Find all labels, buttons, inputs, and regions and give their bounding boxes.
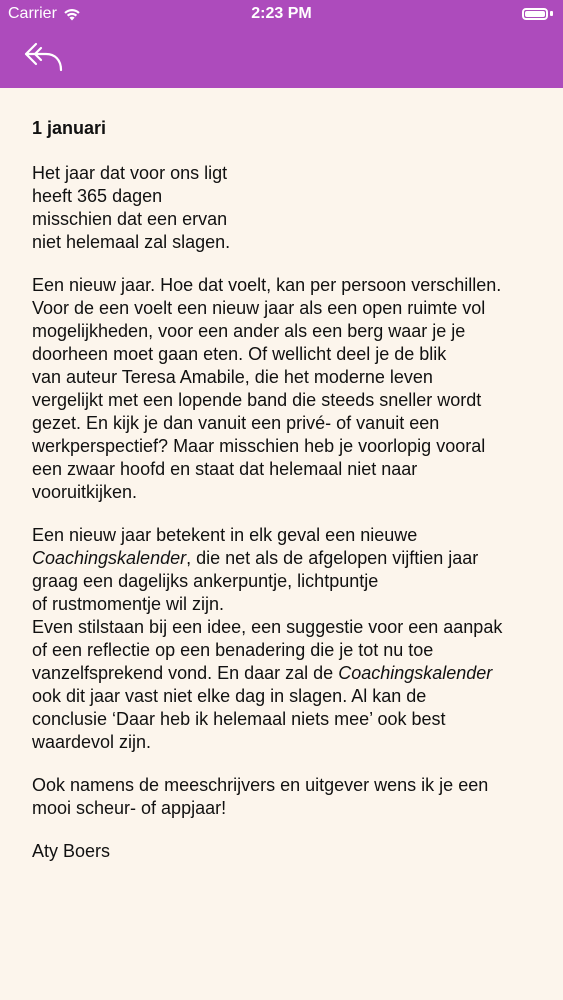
paragraph-line: vergelijkt met een lopende band die steeds sneller wordt — [32, 390, 482, 410]
poem-line: niet helemaal zal slagen. — [32, 232, 231, 252]
poem — [32, 162, 537, 254]
poem-line: Het jaar dat voor ons ligt — [32, 163, 228, 183]
paragraph-line: Even stilstaan bij een idee, een suggestie voor een aanpak — [32, 617, 503, 637]
paragraph-line: Voor de een voelt een nieuw jaar als een open ruimte vol — [32, 298, 486, 318]
poem-line: misschien dat een ervan — [32, 209, 228, 229]
article-content — [32, 117, 537, 883]
paragraph-line: een zwaar hoofd en staat dat helemaal niet naar — [32, 459, 418, 479]
paragraph-line: Een nieuw jaar. Hoe dat voelt, kan per persoon verschillen. — [32, 275, 502, 295]
status-time: 2:23 PM — [251, 5, 312, 22]
carrier-label: Carrier — [8, 5, 57, 22]
article-date: 1 januari — [32, 118, 107, 138]
paragraph-line: ook dit jaar vast niet elke dag in slagen. Al kan de — [32, 686, 427, 706]
paragraph-line: gezet. En kijk je dan vanuit een privé- of vanuit een — [32, 413, 440, 433]
paragraph-line — [32, 547, 537, 570]
paragraph-line: graag een dagelijks ankerpuntje, lichtpuntje — [32, 571, 379, 591]
top-bar — [0, 0, 563, 88]
paragraph-line: waardevol zijn. — [32, 732, 152, 752]
paragraph-text: vanzelfsprekend vond. En daar zal de — [32, 663, 339, 683]
status-bar — [0, 0, 563, 30]
paragraph-line: vooruitkijken. — [32, 482, 138, 502]
paragraph-text: , die net als de afgelopen vijftien jaar — [186, 548, 479, 568]
paragraph-line: van auteur Teresa Amabile, die het moderne leven — [32, 367, 433, 387]
battery-icon — [522, 6, 554, 21]
back-button[interactable] — [22, 40, 66, 74]
paragraph-line: doorheen moet gaan eten. Of wellicht deel je de blik — [32, 344, 447, 364]
paragraph-line: mooi scheur- of appjaar! — [32, 798, 227, 818]
paragraph-intro — [32, 274, 537, 504]
poem-line: heeft 365 dagen — [32, 186, 163, 206]
paragraph-line: Ook namens de meeschrijvers en uitgever wens ik je een — [32, 775, 489, 795]
paragraph-line: of een reflectie op een benadering die je tot nu toe — [32, 640, 434, 660]
emphasis-title: Coachingskalender — [32, 548, 187, 568]
paragraph-line: werkperspectief? Maar misschien heb je voorlopig vooral — [32, 436, 486, 456]
paragraph-calendar — [32, 524, 537, 754]
emphasis-title: Coachingskalender — [338, 663, 493, 683]
reply-arrow-icon — [22, 40, 66, 74]
paragraph-line: conclusie ‘Daar heb ik helemaal niets mee’ ook best — [32, 709, 446, 729]
paragraph-line: mogelijkheden, voor een ander als een berg waar je je — [32, 321, 466, 341]
paragraph-wishes — [32, 774, 537, 820]
paragraph-line: Een nieuw jaar betekent in elk geval een nieuwe — [32, 525, 418, 545]
author-signature: Aty Boers — [32, 841, 111, 861]
paragraph-line: of rustmomentje wil zijn. — [32, 594, 225, 614]
paragraph-line — [32, 662, 537, 685]
